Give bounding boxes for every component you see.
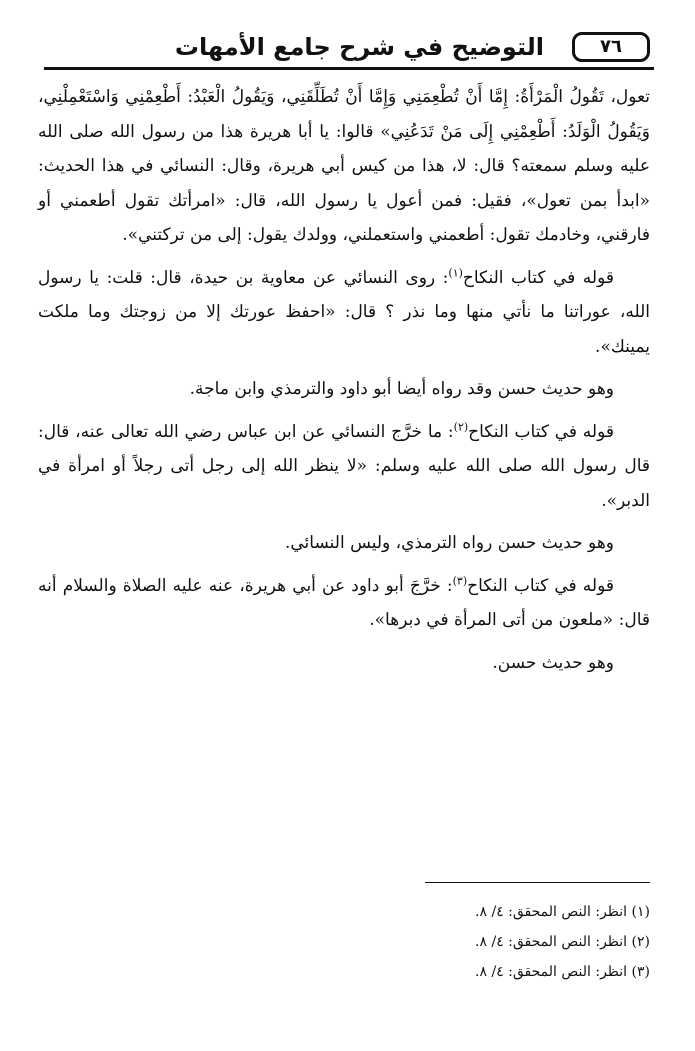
paragraph-2-rest: : روى النسائي عن معاوية بن حيدة، قال: قلت: يا رسول الله، عوراتنا ما نأتي منها وما نذر ؟ قال: «احفظ عورتك إلا من زوجتك وما ملكت يمينك». — [38, 267, 650, 357]
paragraph-5: وهو حديث حسن رواه الترمذي، وليس النسائي. — [284, 533, 614, 553]
paragraph-6-rest: : خرَّجَ أبو داود عن أبي هريرة، عنه عليه الصلاة والسلام أنه قال: «ملعون من أتى المرأة في دبرها». — [38, 575, 650, 630]
running-header — [44, 30, 654, 70]
paragraph-3: وهو حديث حسن وقد رواه أيضا أبو داود والترمذي وابن ماجة. — [189, 379, 614, 399]
page-number: ٧٦ — [572, 32, 650, 62]
paragraph-2-lead: قوله في كتاب النكاح — [462, 267, 614, 288]
paragraph-4-lead: قوله في كتاب النكاح — [468, 421, 614, 442]
footnote-ref-2: (٢) — [453, 419, 469, 433]
footnote-1: (١) انظر: النص المحقق: ٤/ ٨. — [475, 904, 650, 920]
footnotes — [38, 897, 650, 987]
paragraph-6 — [38, 569, 650, 638]
footnote-separator — [425, 882, 650, 883]
paragraph-2 — [38, 261, 650, 365]
footnote-ref-1: (١) — [448, 265, 463, 279]
main-text — [38, 80, 650, 680]
footnote-2: (٢) انظر: النص المحقق: ٤/ ٨. — [475, 934, 650, 950]
paragraph-7: وهو حديث حسن. — [492, 652, 614, 673]
paragraph-1: تعول، تَقُولُ الْمَرْأَةُ: إِمَّا أَنْ تُطْعِمَنِي وَإِمَّا أَنْ تُطَلِّقَنِي، وَيَقُولُ الْعَبْدُ: أَطْعِمْنِي وَاسْتَعْمِلْنِي، وَيَقُولُ الْوَلَدُ: أَطْعِمْنِي إِلَى مَنْ تَدَعُنِي» قالوا: يا أبا هريرة هذا من رسول الله صلى الله عليه وسلم سمعته؟ قال: لا، هذا من كيس أبي هريرة، وقال: النسائي في هذا الحديث: «ابدأ بمن تعول»، فقيل: فمن أعول يا رسول الله، قال: «امرأتك تقول أطعمني أو فارقني، وخادمك تقول: أطعمني واستعملني، وولدك يقول: إلى من تركتني». — [38, 87, 650, 245]
footnote-ref-3: (٣) — [452, 573, 468, 587]
paragraph-4-rest: : ما خرَّج النسائي عن ابن عباس رضي الله تعالى عنه، قال: قال رسول الله صلى الله عليه وسلم: «لا ينظر الله إلى رجل أتى رجلاً أو امرأة في الدبر». — [38, 421, 650, 511]
header-title: التوضيح في شرح جامع الأمهات — [174, 33, 544, 61]
paragraph-4 — [38, 415, 650, 519]
paragraph-6-lead: قوله في كتاب النكاح — [467, 575, 615, 596]
header-rule — [44, 67, 654, 70]
footnote-3: (٣) انظر: النص المحقق: ٤/ ٨. — [475, 964, 650, 980]
